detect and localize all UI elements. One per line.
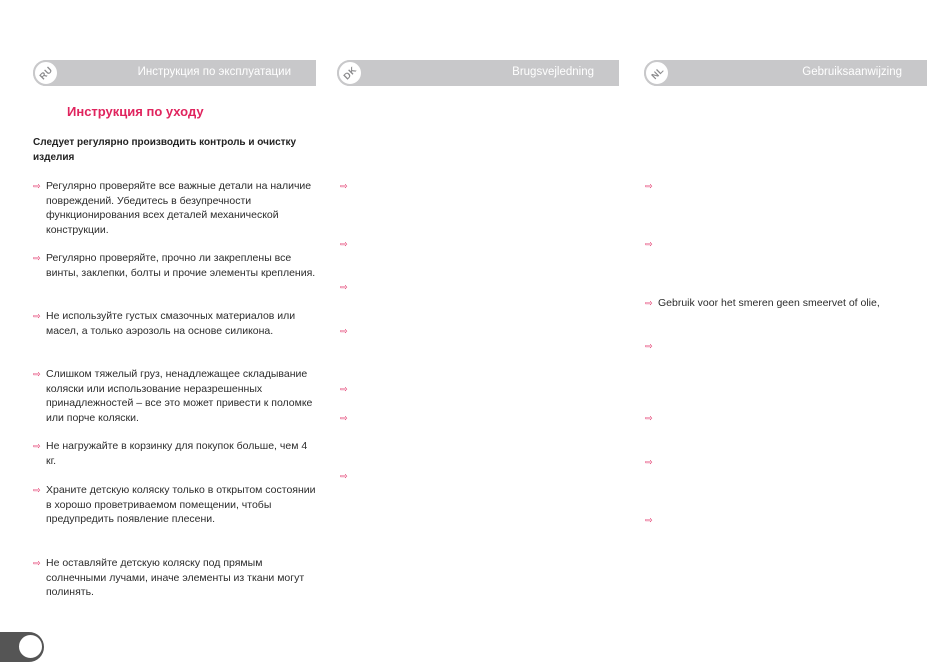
list-item: ⇨ Не оставляйте детскую коляску под прямым солнечными лучами, иначе элементы из ткани могут полинять.: [33, 557, 305, 598]
nl-arrow-bullet-icon: ⇨: [645, 457, 653, 467]
nl-arrow-bullet-icon: ⇨: [645, 181, 653, 191]
list-item: ⇨ Не используйте густых смазочных материалов или масел, а только аэрозоль на основе силикона.: [33, 310, 296, 337]
lang-badge-dk: DK: [337, 60, 363, 86]
list-item: ⇨ Храните детскую коляску только в открытом состоянии в хорошо проветриваемом помещении, чтобы предупредить появление плесени.: [33, 484, 316, 525]
header-title-dk: Brugsvejledning: [512, 66, 594, 78]
list-item: ⇨ Регулярно проверяйте все важные детали на наличие повреждений. Убедитесь в безупречности функционирования всех деталей механической конструкции.: [33, 180, 312, 236]
list-item: ⇨ Не нагружайте в корзинку для покупок больше, чем 4 кг.: [33, 440, 308, 467]
dk-arrow-bullet-icon: ⇨: [340, 384, 348, 394]
intro-text: Следует регулярно производить контроль и очистку изделия: [33, 137, 297, 163]
lang-badge-ru: RU: [33, 60, 59, 86]
nl-arrow-bullet-icon: ⇨: [645, 298, 653, 308]
header-ru: [33, 60, 316, 86]
arrow-bullet-icon: ⇨: [33, 485, 41, 495]
dk-arrow-bullet-icon: ⇨: [340, 326, 348, 336]
nl-item-text: Gebruik voor het smeren geen smeervet of olie,: [658, 297, 880, 309]
arrow-bullet-icon: ⇨: [33, 558, 41, 568]
list-item: ⇨ Регулярно проверяйте, прочно ли закреплены все винты, заклепки, болты и прочие элементы крепления.: [33, 252, 316, 279]
dk-arrow-bullet-icon: ⇨: [340, 239, 348, 249]
arrow-bullet-icon: ⇨: [33, 181, 41, 191]
nl-arrow-bullet-icon: ⇨: [645, 413, 653, 423]
nl-arrow-bullet-icon: ⇨: [645, 239, 653, 249]
section-title: Инструкция по уходу: [67, 104, 204, 119]
arrow-bullet-icon: ⇨: [33, 369, 41, 379]
header-dk: [337, 60, 619, 86]
header-nl: [644, 60, 927, 86]
dk-arrow-bullet-icon: ⇨: [340, 413, 348, 423]
list-item: ⇨ Слишком тяжелый груз, ненадлежащее складывание коляски или использование неразрешенных принадлежностей – все это может привести к поломке или порче коляски.: [33, 368, 313, 424]
arrow-bullet-icon: ⇨: [33, 441, 41, 451]
dk-arrow-bullet-icon: ⇨: [340, 282, 348, 292]
header-title-ru: Инструкция по эксплуатации: [137, 66, 291, 78]
page-tab-circle: [18, 634, 43, 659]
arrow-bullet-icon: ⇨: [33, 311, 41, 321]
lang-badge-nl: NL: [644, 60, 670, 86]
arrow-bullet-icon: ⇨: [33, 253, 41, 263]
dk-arrow-bullet-icon: ⇨: [340, 471, 348, 481]
header-title-nl: Gebruiksaanwijzing: [802, 66, 902, 78]
nl-arrow-bullet-icon: ⇨: [645, 341, 653, 351]
dk-arrow-bullet-icon: ⇨: [340, 181, 348, 191]
nl-arrow-bullet-icon: ⇨: [645, 515, 653, 525]
